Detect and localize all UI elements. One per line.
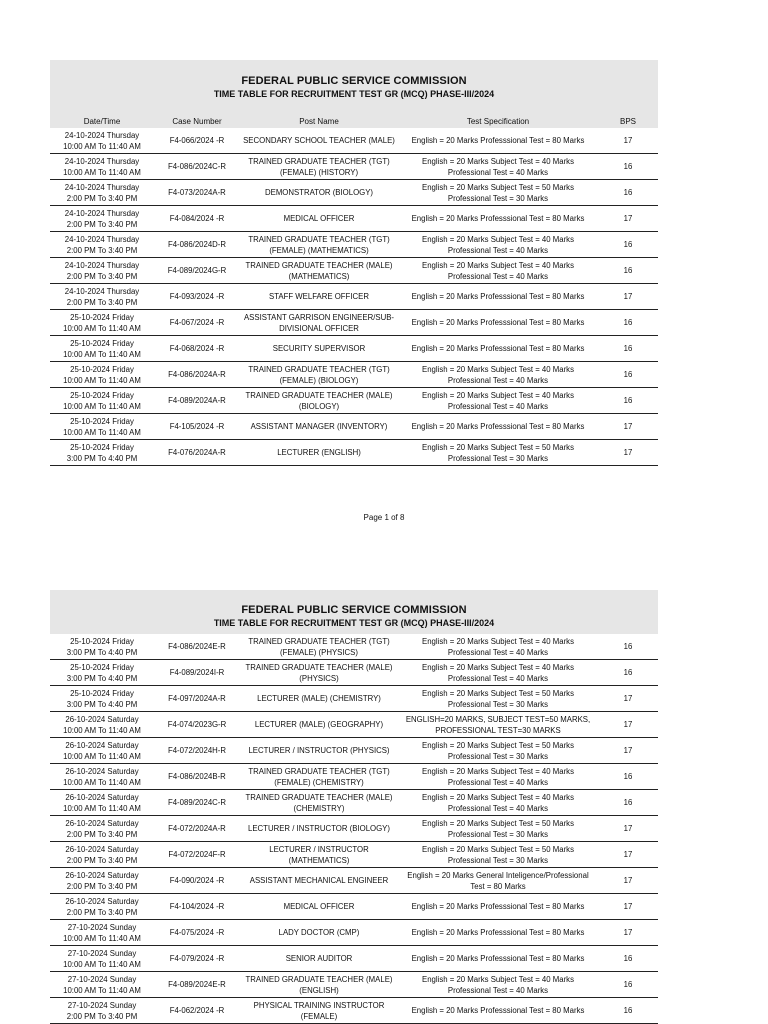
date-text: 27-10-2024 Sunday <box>67 948 137 958</box>
date-time-cell <box>50 764 154 789</box>
test-specification-cell: English = 20 Marks Subject Test = 40 Marks Professional Test = 40 Marks <box>422 260 574 281</box>
time-text: 2:00 PM To 3:40 PM <box>66 829 138 839</box>
post-name-cell: ASSISTANT GARRISON ENGINEER/SUB-DIVISIONAL OFFICER <box>243 312 395 333</box>
bps-cell: 16 <box>623 1006 633 1015</box>
table-row <box>50 440 658 466</box>
time-text: 10:00 AM To 11:40 AM <box>63 933 141 943</box>
timetable-rows <box>50 128 658 466</box>
date-text: 26-10-2024 Saturday <box>65 714 139 724</box>
post-name-cell: LECTURER / INSTRUCTOR (PHYSICS) <box>248 746 390 755</box>
case-number-cell: F4-079/2024 -R <box>169 954 225 963</box>
case-number-cell: F4-068/2024 -R <box>169 344 225 353</box>
case-number-cell: F4-076/2024A-R <box>168 448 226 457</box>
test-specification-cell: English = 20 Marks Professsional Test = 80 Marks <box>411 928 585 937</box>
time-text: 10:00 AM To 11:40 AM <box>63 401 141 411</box>
date-time-cell <box>50 712 154 737</box>
date-text: 26-10-2024 Saturday <box>65 844 139 854</box>
post-name-cell: SECURITY SUPERVISOR <box>272 344 366 353</box>
case-number-cell: F4-093/2024 -R <box>169 292 225 301</box>
table-row <box>50 972 658 998</box>
test-specification-cell: English = 20 Marks General Inteligence/Professional Test = 80 Marks <box>407 870 589 891</box>
case-number-cell: F4-067/2024 -R <box>169 318 225 327</box>
date-text: 25-10-2024 Friday <box>70 442 134 452</box>
date-time-cell <box>50 310 154 335</box>
post-name-cell: LECTURER (MALE) (GEOGRAPHY) <box>254 720 384 729</box>
timetable-subtitle: TIME TABLE FOR RECRUITMENT TEST GR (MCQ) PHASE-III/2024 <box>213 89 495 99</box>
page-number: Page 1 of 8 <box>363 513 405 522</box>
column-header-case-number: Case Number <box>172 117 222 126</box>
test-specification-cell: English = 20 Marks Subject Test = 40 Marks Professional Test = 40 Marks <box>422 364 574 385</box>
date-text: 24-10-2024 Thursday <box>64 156 140 166</box>
commission-title: FEDERAL PUBLIC SERVICE COMMISSION <box>241 604 467 616</box>
date-time-cell <box>50 686 154 711</box>
post-name-cell: MEDICAL OFFICER <box>283 902 355 911</box>
date-time-cell <box>50 284 154 309</box>
column-header-post-name: Post Name <box>299 117 339 126</box>
date-time-cell <box>50 946 154 971</box>
date-time-cell <box>50 634 154 659</box>
table-row <box>50 816 658 842</box>
post-name-cell: SENIOR AUDITOR <box>285 954 353 963</box>
bps-cell: 16 <box>623 980 633 989</box>
date-text: 25-10-2024 Friday <box>70 416 134 426</box>
table-row <box>50 336 658 362</box>
time-text: 10:00 AM To 11:40 AM <box>63 985 141 995</box>
post-name-cell: STAFF WELFARE OFFICER <box>269 292 369 301</box>
time-text: 2:00 PM To 3:40 PM <box>66 907 138 917</box>
table-row <box>50 660 658 686</box>
post-name-cell: SECONDARY SCHOOL TEACHER (MALE) <box>243 136 395 145</box>
bps-cell: 16 <box>623 668 633 677</box>
table-row <box>50 634 658 660</box>
date-text: 26-10-2024 Saturday <box>65 870 139 880</box>
test-specification-cell: English = 20 Marks Subject Test = 40 Marks Professional Test = 40 Marks <box>422 390 574 411</box>
date-time-cell <box>50 362 154 387</box>
table-row <box>50 310 658 336</box>
time-text: 10:00 AM To 11:40 AM <box>63 777 141 787</box>
time-text: 3:00 PM To 4:40 PM <box>66 673 138 683</box>
case-number-cell: F4-073/2024A-R <box>168 188 226 197</box>
test-specification-cell: English = 20 Marks Subject Test = 50 Marks Professional Test = 30 Marks <box>422 740 574 761</box>
bps-cell: 16 <box>623 772 633 781</box>
case-number-cell: F4-089/2024C-R <box>167 798 227 807</box>
time-text: 2:00 PM To 3:40 PM <box>66 1011 138 1021</box>
date-time-cell <box>50 738 154 763</box>
column-header-test-specification: Test Specification <box>466 117 530 126</box>
case-number-cell: F4-086/2024E-R <box>168 642 226 651</box>
commission-title: FEDERAL PUBLIC SERVICE COMMISSION <box>241 75 467 87</box>
case-number-cell: F4-105/2024 -R <box>169 422 225 431</box>
table-row <box>50 686 658 712</box>
test-specification-cell: English = 20 Marks Professsional Test = 80 Marks <box>411 1006 585 1015</box>
date-text: 24-10-2024 Thursday <box>64 286 140 296</box>
date-time-cell <box>50 180 154 205</box>
case-number-cell: F4-086/2024C-R <box>167 162 227 171</box>
table-row <box>50 920 658 946</box>
post-name-cell: TRAINED GRADUATE TEACHER (MALE) (ENGLISH) <box>245 974 393 995</box>
timetable-subtitle: TIME TABLE FOR RECRUITMENT TEST GR (MCQ) PHASE-III/2024 <box>213 618 495 628</box>
date-text: 25-10-2024 Friday <box>70 390 134 400</box>
post-name-cell: TRAINED GRADUATE TEACHER (TGT) (FEMALE) (HISTORY) <box>248 156 390 177</box>
case-number-cell: F4-086/2024A-R <box>168 370 226 379</box>
bps-cell: 17 <box>623 928 633 937</box>
time-text: 2:00 PM To 3:40 PM <box>66 245 138 255</box>
date-text: 25-10-2024 Friday <box>70 662 134 672</box>
date-text: 26-10-2024 Saturday <box>65 740 139 750</box>
table-row <box>50 894 658 920</box>
bps-cell: 16 <box>623 370 633 379</box>
time-text: 10:00 AM To 11:40 AM <box>63 323 141 333</box>
post-name-cell: LECTURER / INSTRUCTOR (BIOLOGY) <box>248 824 390 833</box>
post-name-cell: LECTURER (MALE) (CHEMISTRY) <box>257 694 381 703</box>
test-specification-cell: English = 20 Marks Subject Test = 40 Marks Professional Test = 40 Marks <box>422 636 574 657</box>
time-text: 10:00 AM To 11:40 AM <box>63 427 141 437</box>
case-number-cell: F4-084/2024 -R <box>169 214 225 223</box>
date-text: 26-10-2024 Saturday <box>65 766 139 776</box>
bps-cell: 17 <box>623 746 633 755</box>
time-text: 10:00 AM To 11:40 AM <box>63 349 141 359</box>
case-number-cell: F4-074/2023G-R <box>167 720 227 729</box>
date-text: 25-10-2024 Friday <box>70 364 134 374</box>
test-specification-cell: English = 20 Marks Subject Test = 40 Marks Professional Test = 40 Marks <box>422 234 574 255</box>
bps-cell: 16 <box>623 188 633 197</box>
case-number-cell: F4-086/2024D-R <box>167 240 227 249</box>
bps-cell: 17 <box>623 876 633 885</box>
date-time-cell <box>50 842 154 867</box>
bps-cell: 17 <box>623 824 633 833</box>
column-header-date-time: Date/Time <box>83 117 121 126</box>
bps-cell: 17 <box>623 214 633 223</box>
bps-cell: 16 <box>623 954 633 963</box>
time-text: 3:00 PM To 4:40 PM <box>66 453 138 463</box>
time-text: 10:00 AM To 11:40 AM <box>63 803 141 813</box>
table-row <box>50 206 658 232</box>
bps-cell: 16 <box>623 162 633 171</box>
case-number-cell: F4-089/2024I-R <box>169 668 225 677</box>
date-text: 27-10-2024 Sunday <box>67 922 137 932</box>
date-time-cell <box>50 998 154 1023</box>
time-text: 2:00 PM To 3:40 PM <box>66 855 138 865</box>
time-text: 10:00 AM To 11:40 AM <box>63 375 141 385</box>
column-headers <box>50 116 658 128</box>
test-specification-cell: English = 20 Marks Professsional Test = 80 Marks <box>411 292 585 301</box>
post-name-cell: ASSISTANT MANAGER (INVENTORY) <box>250 422 388 431</box>
date-text: 25-10-2024 Friday <box>70 688 134 698</box>
post-name-cell: ASSISTANT MECHANICAL ENGINEER <box>249 876 389 885</box>
test-specification-cell: English = 20 Marks Professsional Test = 80 Marks <box>411 214 585 223</box>
date-text: 26-10-2024 Saturday <box>65 818 139 828</box>
table-row <box>50 868 658 894</box>
test-specification-cell: English = 20 Marks Professsional Test = 80 Marks <box>411 136 585 145</box>
date-time-cell <box>50 154 154 179</box>
post-name-cell: LECTURER (ENGLISH) <box>277 448 361 457</box>
table-row <box>50 180 658 206</box>
table-row <box>50 946 658 972</box>
date-text: 27-10-2024 Sunday <box>67 1000 137 1010</box>
post-name-cell: MEDICAL OFFICER <box>283 214 355 223</box>
timetable-page-2 <box>50 590 658 1024</box>
table-row <box>50 154 658 180</box>
date-time-cell <box>50 336 154 361</box>
date-text: 24-10-2024 Thursday <box>64 234 140 244</box>
table-row <box>50 712 658 738</box>
time-text: 2:00 PM To 3:40 PM <box>66 297 138 307</box>
bps-cell: 16 <box>623 798 633 807</box>
table-row <box>50 284 658 310</box>
date-text: 26-10-2024 Saturday <box>65 896 139 906</box>
case-number-cell: F4-062/2024 -R <box>169 1006 225 1015</box>
case-number-cell: F4-072/2024H-R <box>167 746 227 755</box>
timetable-page-1 <box>50 60 658 466</box>
time-text: 10:00 AM To 11:40 AM <box>63 167 141 177</box>
date-text: 27-10-2024 Sunday <box>67 974 137 984</box>
case-number-cell: F4-090/2024 -R <box>169 876 225 885</box>
date-text: 26-10-2024 Saturday <box>65 792 139 802</box>
test-specification-cell: English = 20 Marks Subject Test = 40 Marks Professional Test = 40 Marks <box>422 792 574 813</box>
bps-cell: 16 <box>623 266 633 275</box>
test-specification-cell: English = 20 Marks Subject Test = 40 Marks Professional Test = 40 Marks <box>422 974 574 995</box>
post-name-cell: LADY DOCTOR (CMP) <box>278 928 360 937</box>
date-time-cell <box>50 920 154 945</box>
time-text: 2:00 PM To 3:40 PM <box>66 271 138 281</box>
date-text: 25-10-2024 Friday <box>70 338 134 348</box>
case-number-cell: F4-066/2024 -R <box>169 136 225 145</box>
date-time-cell <box>50 660 154 685</box>
test-specification-cell: English = 20 Marks Professsional Test = 80 Marks <box>411 902 585 911</box>
time-text: 10:00 AM To 11:40 AM <box>63 141 141 151</box>
column-header-bps: BPS <box>619 117 636 126</box>
table-row <box>50 790 658 816</box>
bps-cell: 17 <box>623 292 633 301</box>
date-time-cell <box>50 894 154 919</box>
test-specification-cell: English = 20 Marks Subject Test = 40 Marks Professional Test = 40 Marks <box>422 766 574 787</box>
table-row <box>50 998 658 1024</box>
post-name-cell: TRAINED GRADUATE TEACHER (MALE) (MATHEMATICS) <box>245 260 393 281</box>
bps-cell: 16 <box>623 396 633 405</box>
time-text: 3:00 PM To 4:40 PM <box>66 699 138 709</box>
date-text: 24-10-2024 Thursday <box>64 260 140 270</box>
bps-cell: 17 <box>623 902 633 911</box>
table-row <box>50 764 658 790</box>
time-text: 3:00 PM To 4:40 PM <box>66 647 138 657</box>
post-name-cell: PHYSICAL TRAINING INSTRUCTOR (FEMALE) <box>253 1000 385 1021</box>
post-name-cell: DEMONSTRATOR (BIOLOGY) <box>264 188 373 197</box>
date-text: 25-10-2024 Friday <box>70 312 134 322</box>
post-name-cell: TRAINED GRADUATE TEACHER (TGT) (FEMALE) (MATHEMATICS) <box>248 234 390 255</box>
bps-cell: 16 <box>623 240 633 249</box>
case-number-cell: F4-072/2024F-R <box>168 850 226 859</box>
bps-cell: 16 <box>623 344 633 353</box>
time-text: 2:00 PM To 3:40 PM <box>66 881 138 891</box>
bps-cell: 16 <box>623 318 633 327</box>
test-specification-cell: English = 20 Marks Subject Test = 50 Marks Professional Test = 30 Marks <box>422 442 574 463</box>
test-specification-cell: English = 20 Marks Subject Test = 40 Marks Professional Test = 40 Marks <box>422 156 574 177</box>
date-text: 24-10-2024 Thursday <box>64 182 140 192</box>
post-name-cell: TRAINED GRADUATE TEACHER (TGT) (FEMALE) (PHYSICS) <box>248 636 390 657</box>
case-number-cell: F4-072/2024A-R <box>168 824 226 833</box>
post-name-cell: TRAINED GRADUATE TEACHER (MALE) (CHEMISTRY) <box>245 792 393 813</box>
test-specification-cell: English = 20 Marks Professsional Test = 80 Marks <box>411 422 585 431</box>
date-text: 24-10-2024 Thursday <box>64 130 140 140</box>
post-name-cell: TRAINED GRADUATE TEACHER (TGT) (FEMALE) (BIOLOGY) <box>248 364 390 385</box>
case-number-cell: F4-097/2024A-R <box>168 694 226 703</box>
date-text: 24-10-2024 Thursday <box>64 208 140 218</box>
time-text: 2:00 PM To 3:40 PM <box>66 193 138 203</box>
date-time-cell <box>50 414 154 439</box>
case-number-cell: F4-086/2024B-R <box>168 772 226 781</box>
date-time-cell <box>50 128 154 153</box>
table-row <box>50 842 658 868</box>
test-specification-cell: English = 20 Marks Professsional Test = 80 Marks <box>411 344 585 353</box>
page-header <box>50 60 658 116</box>
date-time-cell <box>50 868 154 893</box>
time-text: 10:00 AM To 11:40 AM <box>63 751 141 761</box>
case-number-cell: F4-089/2024E-R <box>168 980 226 989</box>
bps-cell: 17 <box>623 136 633 145</box>
test-specification-cell: English = 20 Marks Professsional Test = 80 Marks <box>411 318 585 327</box>
date-time-cell <box>50 206 154 231</box>
date-time-cell <box>50 972 154 997</box>
date-time-cell <box>50 388 154 413</box>
test-specification-cell: ENGLISH=20 MARKS, SUBJECT TEST=50 MARKS, PROFESSIONAL TEST=30 MARKS <box>405 714 591 735</box>
test-specification-cell: English = 20 Marks Subject Test = 50 Marks Professional Test = 30 Marks <box>422 844 574 865</box>
table-row <box>50 738 658 764</box>
case-number-cell: F4-075/2024 -R <box>169 928 225 937</box>
date-time-cell <box>50 790 154 815</box>
post-name-cell: TRAINED GRADUATE TEACHER (MALE) (BIOLOGY) <box>245 390 393 411</box>
table-row <box>50 388 658 414</box>
test-specification-cell: English = 20 Marks Subject Test = 50 Marks Professional Test = 30 Marks <box>422 688 574 709</box>
date-time-cell <box>50 440 154 465</box>
bps-cell: 16 <box>623 642 633 651</box>
test-specification-cell: English = 20 Marks Subject Test = 50 Marks Professional Test = 30 Marks <box>422 182 574 203</box>
table-row <box>50 232 658 258</box>
table-row <box>50 362 658 388</box>
table-row <box>50 128 658 154</box>
bps-cell: 17 <box>623 694 633 703</box>
date-text: 25-10-2024 Friday <box>70 636 134 646</box>
time-text: 10:00 AM To 11:40 AM <box>63 725 141 735</box>
test-specification-cell: English = 20 Marks Subject Test = 50 Marks Professional Test = 30 Marks <box>422 818 574 839</box>
table-row <box>50 258 658 284</box>
test-specification-cell: English = 20 Marks Subject Test = 40 Marks Professional Test = 40 Marks <box>422 662 574 683</box>
case-number-cell: F4-089/2024A-R <box>168 396 226 405</box>
time-text: 2:00 PM To 3:40 PM <box>66 219 138 229</box>
date-time-cell <box>50 258 154 283</box>
table-row <box>50 414 658 440</box>
timetable-rows <box>50 634 658 1024</box>
page-header <box>50 590 658 634</box>
bps-cell: 17 <box>623 422 633 431</box>
post-name-cell: LECTURER / INSTRUCTOR (MATHEMATICS) <box>269 844 369 865</box>
bps-cell: 17 <box>623 448 633 457</box>
date-time-cell <box>50 232 154 257</box>
date-time-cell <box>50 816 154 841</box>
bps-cell: 17 <box>623 850 633 859</box>
post-name-cell: TRAINED GRADUATE TEACHER (TGT) (FEMALE) (CHEMISTRY) <box>248 766 390 787</box>
test-specification-cell: English = 20 Marks Professsional Test = 80 Marks <box>411 954 585 963</box>
bps-cell: 17 <box>623 720 633 729</box>
post-name-cell: TRAINED GRADUATE TEACHER (MALE) (PHYSICS) <box>245 662 393 683</box>
case-number-cell: F4-104/2024 -R <box>169 902 225 911</box>
case-number-cell: F4-089/2024G-R <box>167 266 227 275</box>
time-text: 10:00 AM To 11:40 AM <box>63 959 141 969</box>
